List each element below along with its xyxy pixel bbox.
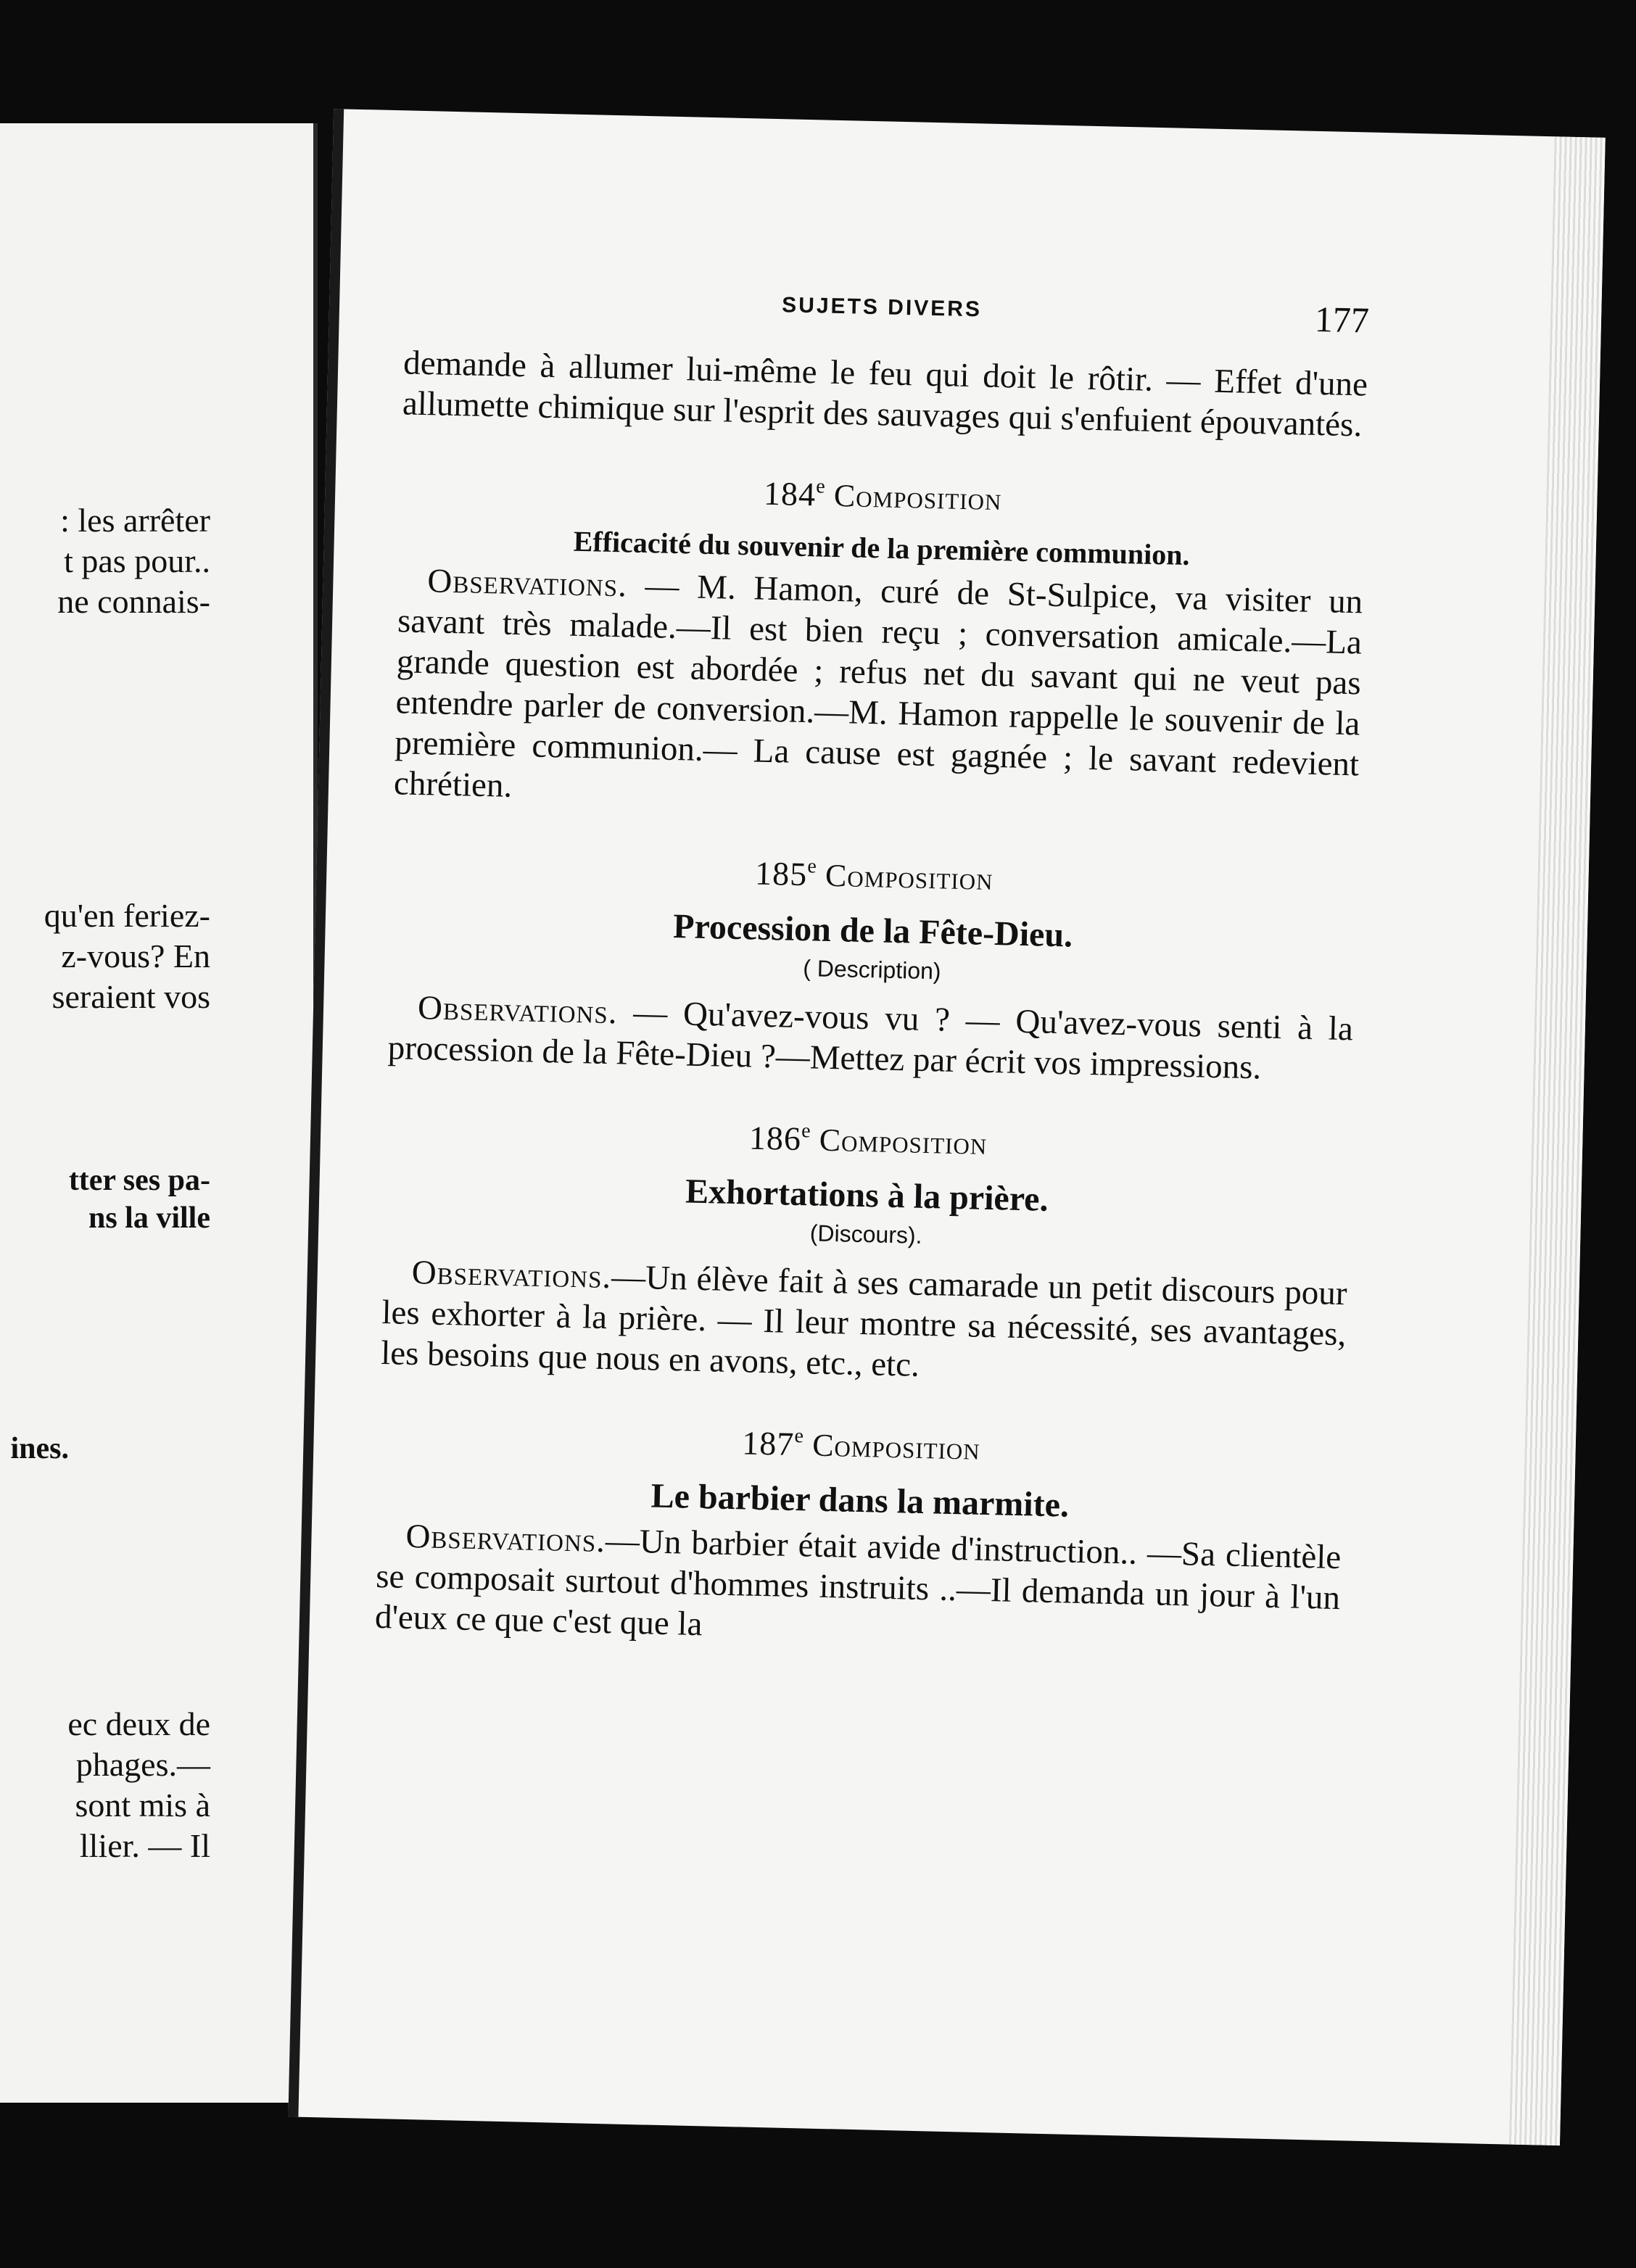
observations [394,560,1363,825]
composition-heading [386,1110,1351,1170]
observations-label: Observations. [417,989,619,1032]
left-line: seraient vos [51,978,210,1015]
composition-title: Efficacité du souvenir de la première communion. [573,524,1191,572]
observations-text: — M. Hamon, curé de St-Sulpice, va visiter un savant très malade.—Il est bien reçu ; conversation amicale.—La grande question est abordée ; refus net du savant qui ne veut pas entendre parler de conversion.—M. Hamon rappelle le souvenir de la première communion.— La cause est gagnée ; le savant redevient chrétien. [393,566,1363,805]
composition-word: Composition [819,1122,988,1162]
left-line: phages.— [75,1746,210,1783]
left-line: ns la ville [88,1201,210,1235]
observations-label: Observations. [405,1517,606,1560]
left-line: ne connais- [57,583,210,620]
observations [381,1251,1347,1395]
observations [374,1515,1341,1659]
page-content [374,277,1369,1659]
composition-heading [400,465,1366,526]
composition-suffix: e [794,1424,805,1448]
left-line: z-vous? En [61,938,210,974]
composition-subtitle: ( Description) [802,955,941,985]
right-page [288,109,1605,2145]
composition-186 [381,1110,1351,1395]
composition-number: 186 [748,1119,802,1158]
observations-label: Observations. [426,562,628,605]
composition-heading [392,845,1357,906]
composition-187 [374,1415,1344,1659]
observations-text: — Qu'avez-vous vu ? — Qu'avez-vous senti à la procession de la Fête-Dieu ?—Mettez par écrit vos impressions. [387,993,1354,1087]
composition-heading [379,1415,1344,1476]
page-edges [1509,136,1606,2145]
left-line: t pas pour.. [64,542,210,579]
left-line: ines. [10,1432,69,1465]
composition-184 [394,465,1366,825]
composition-title: Exhortations à la prière. [685,1172,1049,1219]
composition-185 [387,845,1357,1090]
composition-word: Composition [825,857,994,898]
composition-number: 184 [763,474,817,513]
observations-text: —Un barbier était avide d'instruction.. —Sa clientèle se composait surtout d'hommes instruits ..—Il demanda un jour à l'un d'eux ce que c'est que la [374,1522,1342,1644]
composition-title: Procession de la Fête-Dieu. [672,907,1073,955]
opening-paragraph: demande à allumer lui-même le feu qui doit le rôtir. — Effet d'une allumette chimique sur l'esprit des sauvages qui s'enfuient épouvantés. [402,344,1368,444]
composition-title: Le barbier dans la marmite. [650,1476,1070,1525]
composition-suffix: e [807,855,818,878]
left-line: sont mis à [75,1787,210,1824]
observations-label: Observations. [411,1253,612,1296]
left-line: ec deux de [67,1705,210,1742]
composition-suffix: e [815,475,827,498]
composition-word: Composition [833,477,1003,518]
left-page [0,123,318,2103]
left-line: llier. — Il [79,1827,210,1864]
composition-number: 187 [741,1424,795,1462]
observations [387,987,1353,1090]
composition-word: Composition [811,1427,981,1467]
left-line: qu'en feriez- [44,897,210,934]
running-head: SUJETS DIVERS [781,293,983,322]
left-line: : les arrêter [60,502,210,539]
composition-number: 185 [754,854,808,893]
page-number: 177 [1314,298,1370,341]
composition-subtitle: (Discours). [809,1220,922,1249]
left-line: tter ses pa- [68,1164,210,1197]
composition-suffix: e [801,1119,811,1143]
observations-text: —Un élève fait à ses camarade un petit discours pour les exhorter à la prière. — Il leur montre sa nécessité, ses avantages, les besoins que nous en avons, etc., etc. [380,1258,1348,1384]
